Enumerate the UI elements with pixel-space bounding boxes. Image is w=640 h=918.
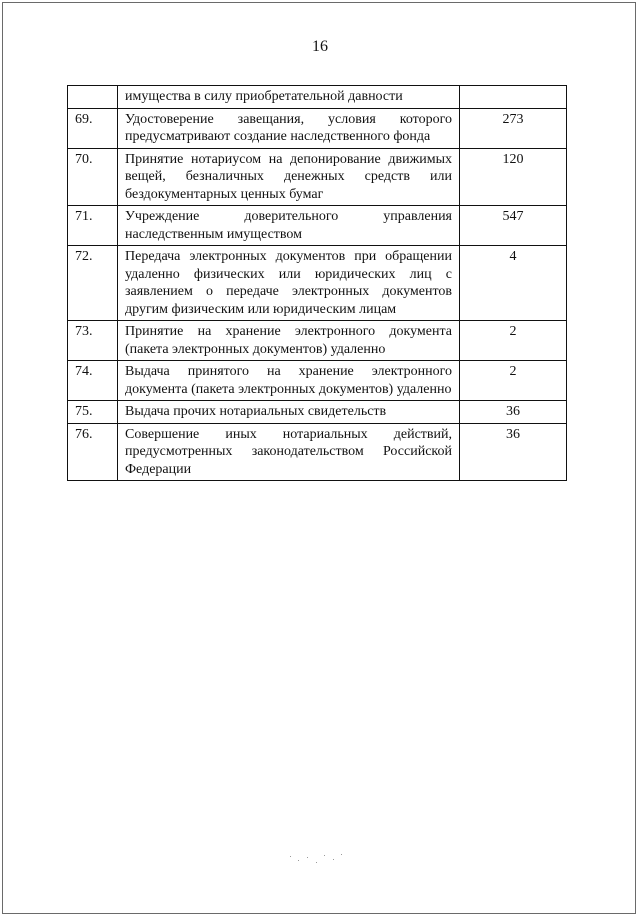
notarial-fees-table bbox=[67, 85, 567, 481]
row-number: 76. bbox=[68, 423, 118, 481]
row-description: Выдача принятого на хранение электронного документа (пакета электронных документов) удаленно bbox=[118, 361, 460, 401]
table-row bbox=[68, 246, 567, 321]
row-value: 2 bbox=[460, 321, 567, 361]
row-value: 36 bbox=[460, 401, 567, 424]
row-value: 120 bbox=[460, 148, 567, 206]
row-number: 74. bbox=[68, 361, 118, 401]
row-value bbox=[460, 86, 567, 109]
row-value: 4 bbox=[460, 246, 567, 321]
row-value: 547 bbox=[460, 206, 567, 246]
row-number: 73. bbox=[68, 321, 118, 361]
row-description: Учреждение доверительного управления наследственным имуществом bbox=[118, 206, 460, 246]
table-row bbox=[68, 321, 567, 361]
scan-artifact bbox=[286, 850, 346, 870]
row-description: Совершение иных нотариальных действий, предусмотренных законодательством Российской Федерации bbox=[118, 423, 460, 481]
page-number: 16 bbox=[312, 38, 328, 55]
row-description: Выдача прочих нотариальных свидетельств bbox=[118, 401, 460, 424]
table-row bbox=[68, 206, 567, 246]
row-value: 2 bbox=[460, 361, 567, 401]
table-row bbox=[68, 148, 567, 206]
table-row bbox=[68, 401, 567, 424]
row-description: Принятие на хранение электронного документа (пакета электронных документов) удаленно bbox=[118, 321, 460, 361]
row-value: 36 bbox=[460, 423, 567, 481]
row-number bbox=[68, 86, 118, 109]
row-number: 69. bbox=[68, 108, 118, 148]
row-description: Передача электронных документов при обращении удаленно физических или юридических лиц с заявлением о передаче электронных документов другим физическим или юридическим лицам bbox=[118, 246, 460, 321]
row-value: 273 bbox=[460, 108, 567, 148]
row-number: 75. bbox=[68, 401, 118, 424]
table-row bbox=[68, 361, 567, 401]
row-description: имущества в силу приобретательной давности bbox=[118, 86, 460, 109]
row-number: 71. bbox=[68, 206, 118, 246]
row-description: Удостоверение завещания, условия которого предусматривают создание наследственного фонда bbox=[118, 108, 460, 148]
row-description: Принятие нотариусом на депонирование движимых вещей, безналичных денежных средств или бездокументарных ценных бумаг bbox=[118, 148, 460, 206]
table-row bbox=[68, 86, 567, 109]
row-number: 70. bbox=[68, 148, 118, 206]
table-row bbox=[68, 423, 567, 481]
row-number: 72. bbox=[68, 246, 118, 321]
table-row bbox=[68, 108, 567, 148]
